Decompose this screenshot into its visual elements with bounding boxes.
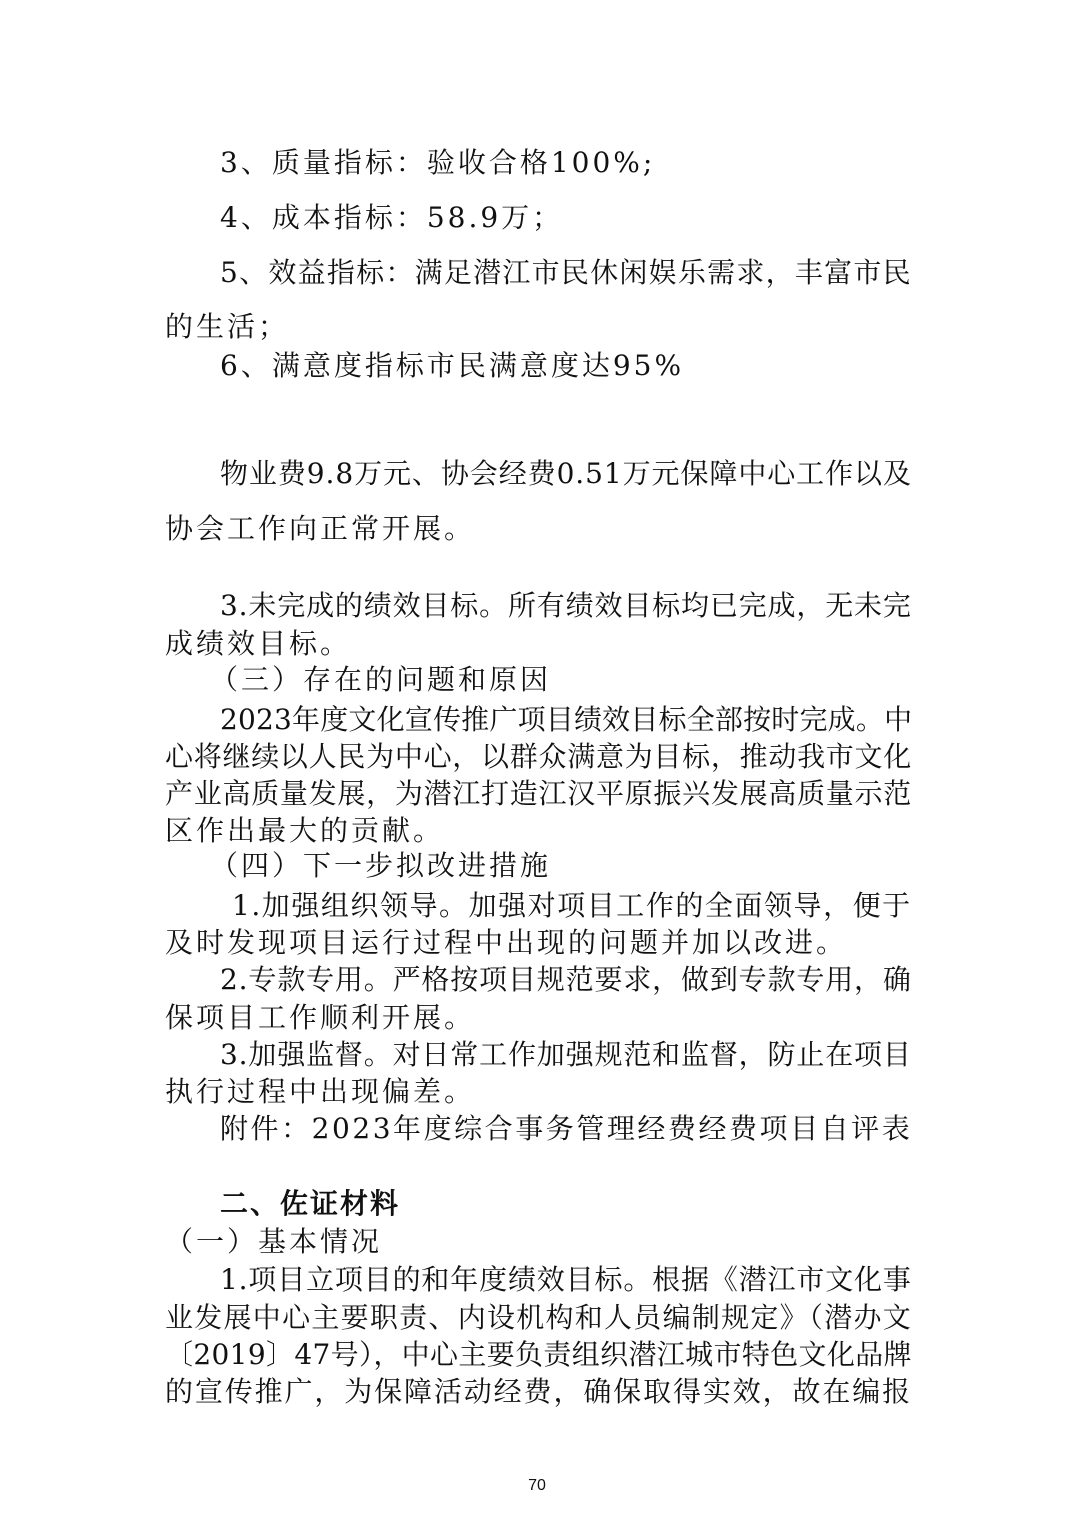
section-heading: （四）下一步拟改进措施 [210,849,552,882]
text-line: 执行过程中出现偏差。 [165,1075,476,1108]
text-line: 5、效益指标：满足潜江市民休闲娱乐需求，丰富市民 [220,256,912,289]
text-line: 3.加强监督。对日常工作加强规范和监督，防止在项目 [220,1038,912,1071]
attachment-line: 附件：2023年度综合事务管理经费经费项目自评表 [220,1112,913,1145]
text-line: 物业费9.8万元、协会经费0.51万元保障中心工作以及 [220,457,912,490]
text-line: 〔2019〕47号），中心主要负责组织潜江城市特色文化品牌 [165,1338,912,1371]
text-line: 业发展中心主要职责、内设机构和人员编制规定》（潜办文 [165,1301,913,1334]
text-line: 2.专款专用。严格按项目规范要求，做到专款专用，确 [220,963,912,996]
text-line: 1.加强组织领导。加强对项目工作的全面领导，便于 [232,889,912,922]
chapter-heading: 二、佐证材料 [220,1187,401,1220]
text-line: 3、质量指标：验收合格100%; [220,146,656,179]
text-line: 保项目工作顺利开展。 [165,1001,476,1034]
text-line: 2023年度文化宣传推广项目绩效目标全部按时完成。中 [220,703,913,736]
page-number: 70 [528,1477,546,1494]
text-line: 的生活； [165,310,290,343]
text-line: 的宣传推广，为保障活动经费，确保取得实效，故在编报 [165,1375,913,1408]
text-line: 产业高质量发展，为潜江打造江汉平原振兴发展高质量示范 [165,777,913,810]
section-heading: （一）基本情况 [165,1225,383,1258]
text-line: 6、满意度指标市民满意度达95% [220,349,685,382]
text-line: 心将继续以人民为中心，以群众满意为目标，推动我市文化 [165,740,913,773]
text-line: 1.项目立项目的和年度绩效目标。根据《潜江市文化事 [220,1263,912,1296]
text-line: 4、成本指标：58.9万； [220,201,564,234]
text-line: 3.未完成的绩效目标。所有绩效目标均已完成，无未完 [220,589,912,622]
section-heading: （三）存在的问题和原因 [210,663,552,696]
text-line: 区作出最大的贡献。 [165,814,445,847]
text-line: 及时发现项目运行过程中出现的问题并加以改进。 [165,926,848,959]
text-line: 成绩效目标。 [165,627,352,660]
text-line: 协会工作向正常开展。 [165,512,476,545]
